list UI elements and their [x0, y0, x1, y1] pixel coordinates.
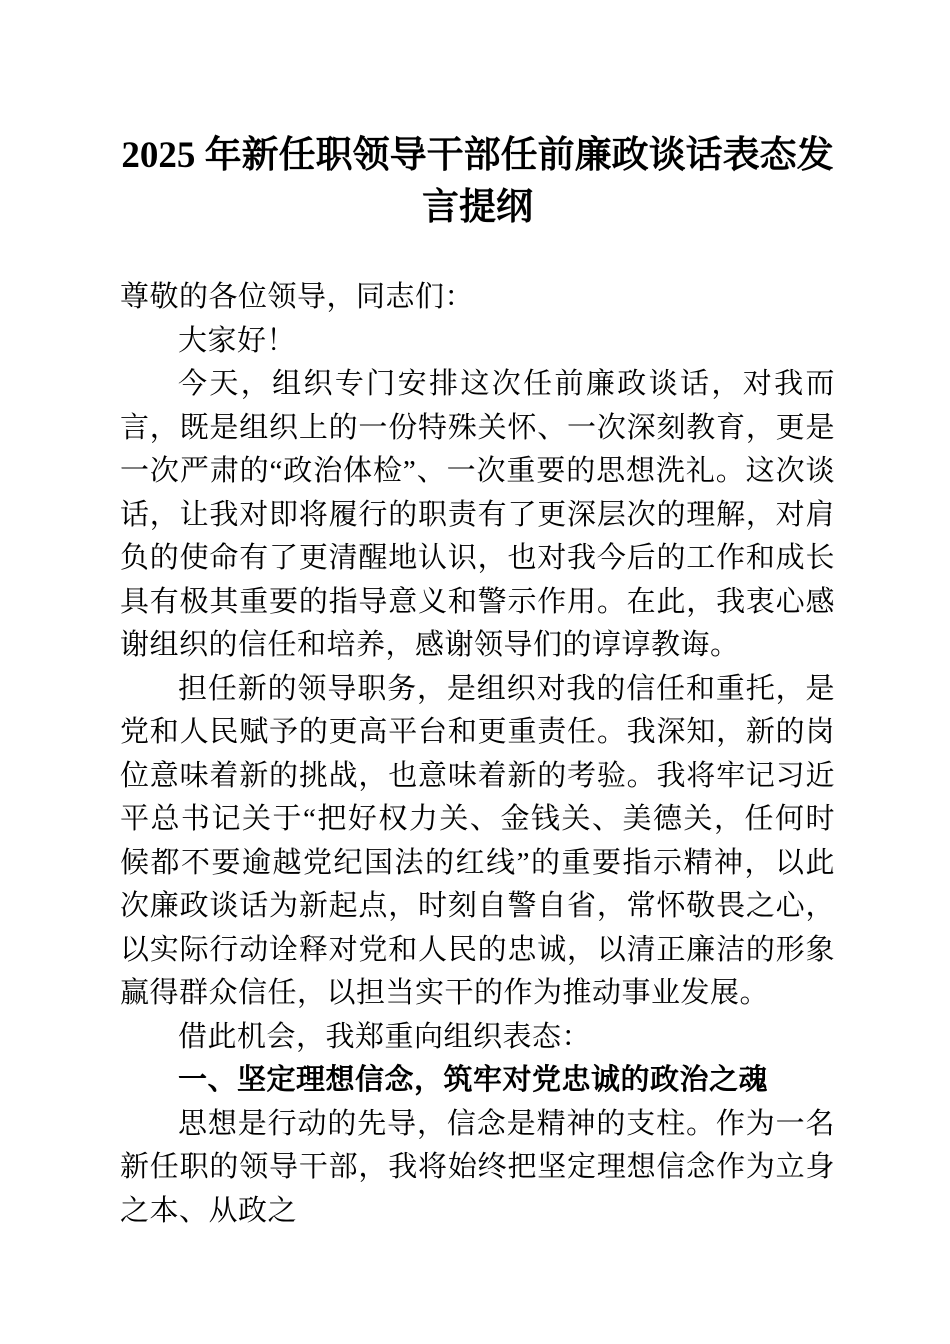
paragraph-opening: 今天，组织专门安排这次任前廉政谈话，对我而言，既是组织上的一份特殊关怀、一次深刻教育，更是一次严肃的“政治体检”、一次重要的思想洗礼。这次谈话，让我对即将履行的职责有了更深层次的理解，对肩负的使命有了更清醒地认识，也对我今后的工作和成长具有极其重要的指导意义和警示作用。在此，我衷心感谢组织的信任和培养，感谢领导们的谆谆教诲。 — [120, 368, 835, 661]
paragraph-section1-body: 思想是行动的先导，信念是精神的支柱。作为一名新任职的领导干部，我将始终把坚定理想信念作为立身之本、从政之 — [120, 1107, 835, 1227]
document-body — [120, 276, 835, 1233]
page-title: 2025 年新任职领导干部任前廉政谈话表态发言提纲 — [121, 135, 834, 228]
paragraph-statement-intro: 借此机会，我郑重向组织表态： — [178, 1020, 592, 1053]
section-heading-1: 一、坚定理想信念，筑牢对党忠诚的政治之魂 — [178, 1064, 769, 1096]
salutation-line: 尊敬的各位领导，同志们： — [120, 281, 475, 313]
paragraph-commitment: 担任新的领导职务，是组织对我的信任和重托，是党和人民赋予的更高平台和更重责任。我深知，新的岗位意味着新的挑战，也意味着新的考验。我将牢记习近平总书记关于“把好权力关、金钱关、美德关，任何时候都不要逾越党纪国法的红线”的重要指示精神，以此次廉政谈话为新起点，时刻自警自省，常怀敬畏之心，以实际行动诠释对党和人民的忠诚，以清正廉洁的形象赢得群众信任，以担当实干的作为推动事业发展。 — [120, 672, 835, 1009]
greeting-line: 大家好！ — [178, 324, 297, 357]
